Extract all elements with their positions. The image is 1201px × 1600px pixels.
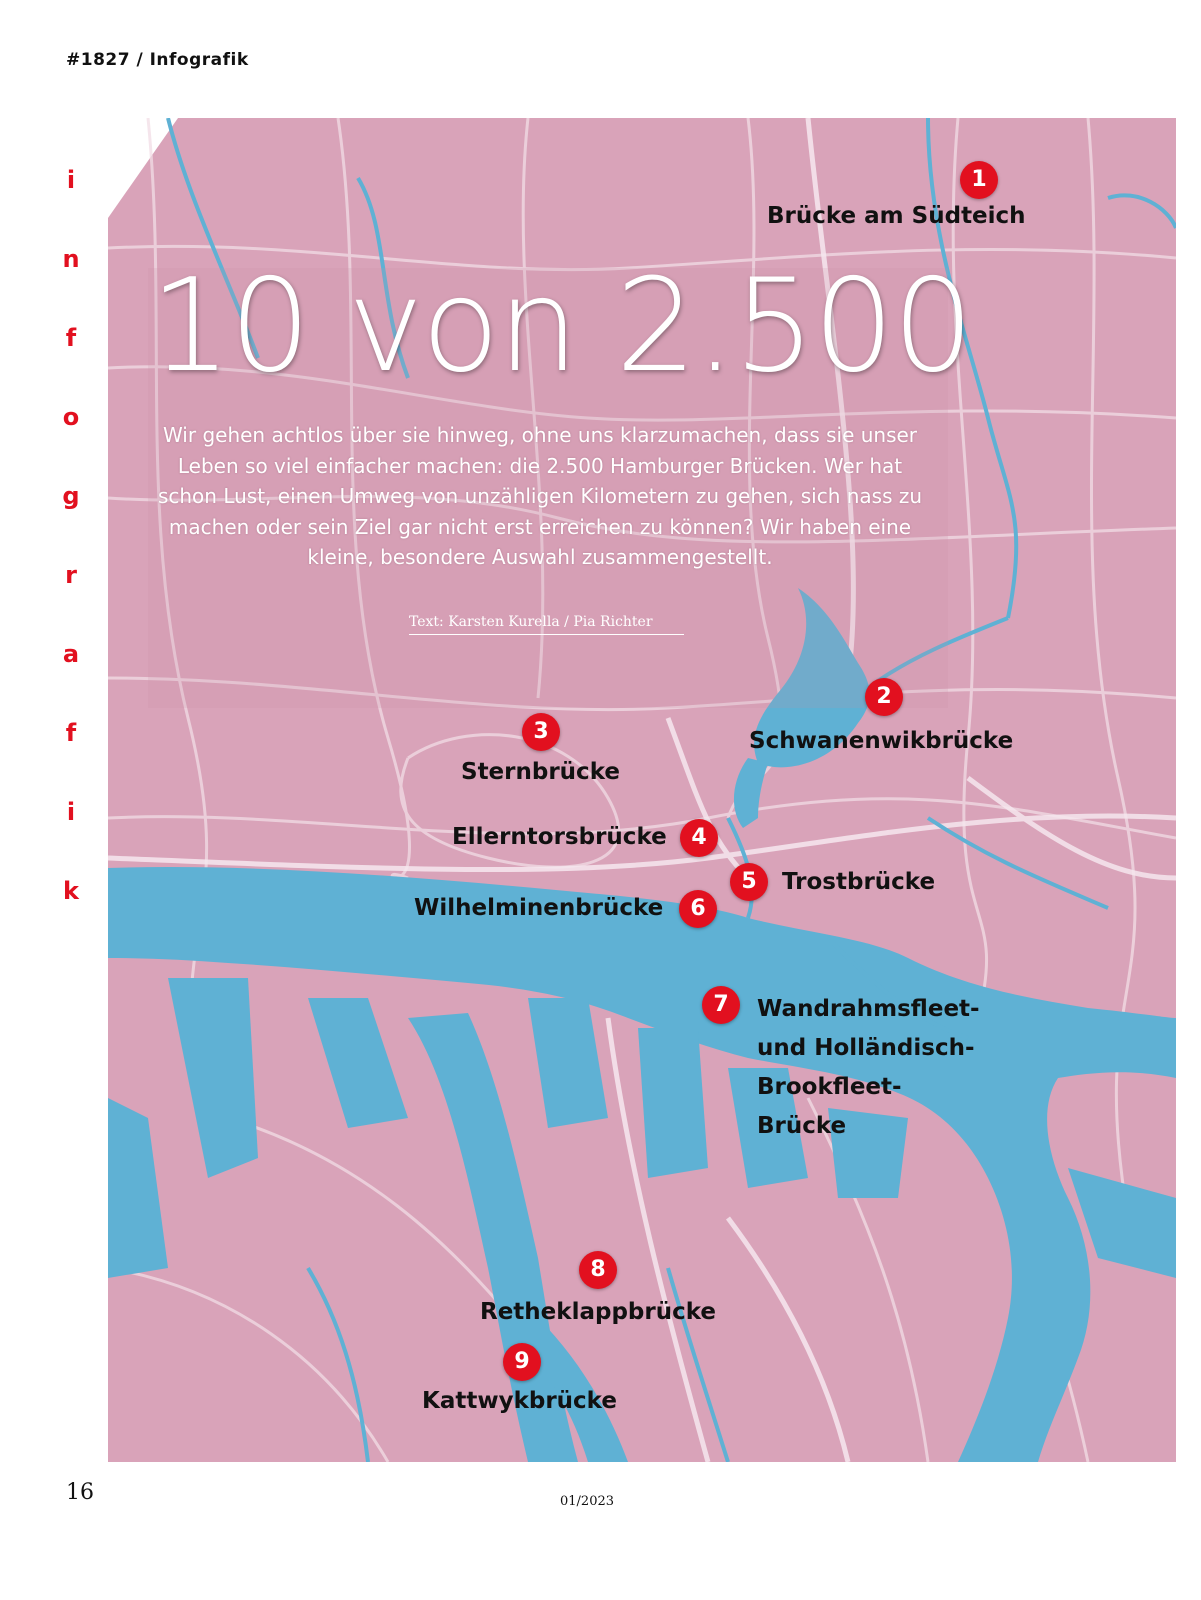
issue-date: 01/2023	[560, 1494, 615, 1509]
marker-bridge-6[interactable]: 6	[679, 890, 717, 928]
marker-bridge-8[interactable]: 8	[579, 1251, 617, 1289]
issue-header: #1827 / Infografik	[66, 50, 249, 70]
marker-bridge-4[interactable]: 4	[680, 819, 718, 857]
label-bridge-8: Retheklappbrücke	[480, 1299, 716, 1325]
label-bridge-7-line: und Holländisch-	[757, 1035, 975, 1061]
page-title: 10 von 2.500	[150, 252, 972, 401]
vertical-letter: g	[62, 482, 80, 510]
vertical-letter: f	[65, 324, 77, 352]
vertical-letter: f	[65, 719, 77, 747]
page-number: 16	[66, 1480, 94, 1505]
label-bridge-7-line: Brookfleet-	[757, 1074, 902, 1100]
label-bridge-9: Kattwykbrücke	[422, 1388, 617, 1414]
vertical-letter: a	[62, 640, 80, 668]
vertical-letter: n	[62, 245, 80, 273]
vertical-letter: r	[65, 561, 77, 589]
label-bridge-3: Sternbrücke	[461, 759, 620, 785]
author-credit: Text: Karsten Kurella / Pia Richter	[409, 614, 684, 635]
vertical-letter: i	[66, 166, 76, 194]
marker-bridge-7[interactable]: 7	[702, 986, 740, 1024]
marker-bridge-2[interactable]: 2	[865, 678, 903, 716]
torn-corner	[108, 118, 178, 218]
vertical-letter: i	[66, 798, 76, 826]
vertical-section-label	[56, 165, 86, 955]
label-bridge-7-line: Wandrahmsfleet-	[757, 996, 980, 1022]
vertical-letter: o	[62, 403, 80, 431]
label-bridge-7	[757, 990, 1017, 1146]
label-bridge-4: Ellerntorsbrücke	[452, 824, 667, 850]
label-bridge-6: Wilhelminenbrücke	[414, 895, 664, 921]
label-bridge-7-line: Brücke	[757, 1113, 847, 1139]
label-bridge-5: Trostbrücke	[782, 869, 936, 895]
marker-bridge-1[interactable]: 1	[960, 161, 998, 199]
label-bridge-2: Schwanenwikbrücke	[749, 728, 1014, 754]
marker-bridge-9[interactable]: 9	[503, 1343, 541, 1381]
label-bridge-1: Brücke am Südteich	[767, 203, 1026, 229]
vertical-letter: k	[63, 877, 79, 905]
marker-bridge-5[interactable]: 5	[730, 863, 768, 901]
marker-bridge-3[interactable]: 3	[522, 713, 560, 751]
intro-text: Wir gehen achtlos über sie hinweg, ohne uns klarzumachen, dass sie unser Leben so viel einfacher machen: die 2.500 Hamburger Brücken. Wer hat schon Lust, einen Umweg von unzähligen Kilometern zu gehen, sich nass zu machen oder sein Ziel gar nicht erst erreichen zu können? Wir haben eine kleine, besondere Auswahl zusammengestellt.	[157, 423, 923, 569]
